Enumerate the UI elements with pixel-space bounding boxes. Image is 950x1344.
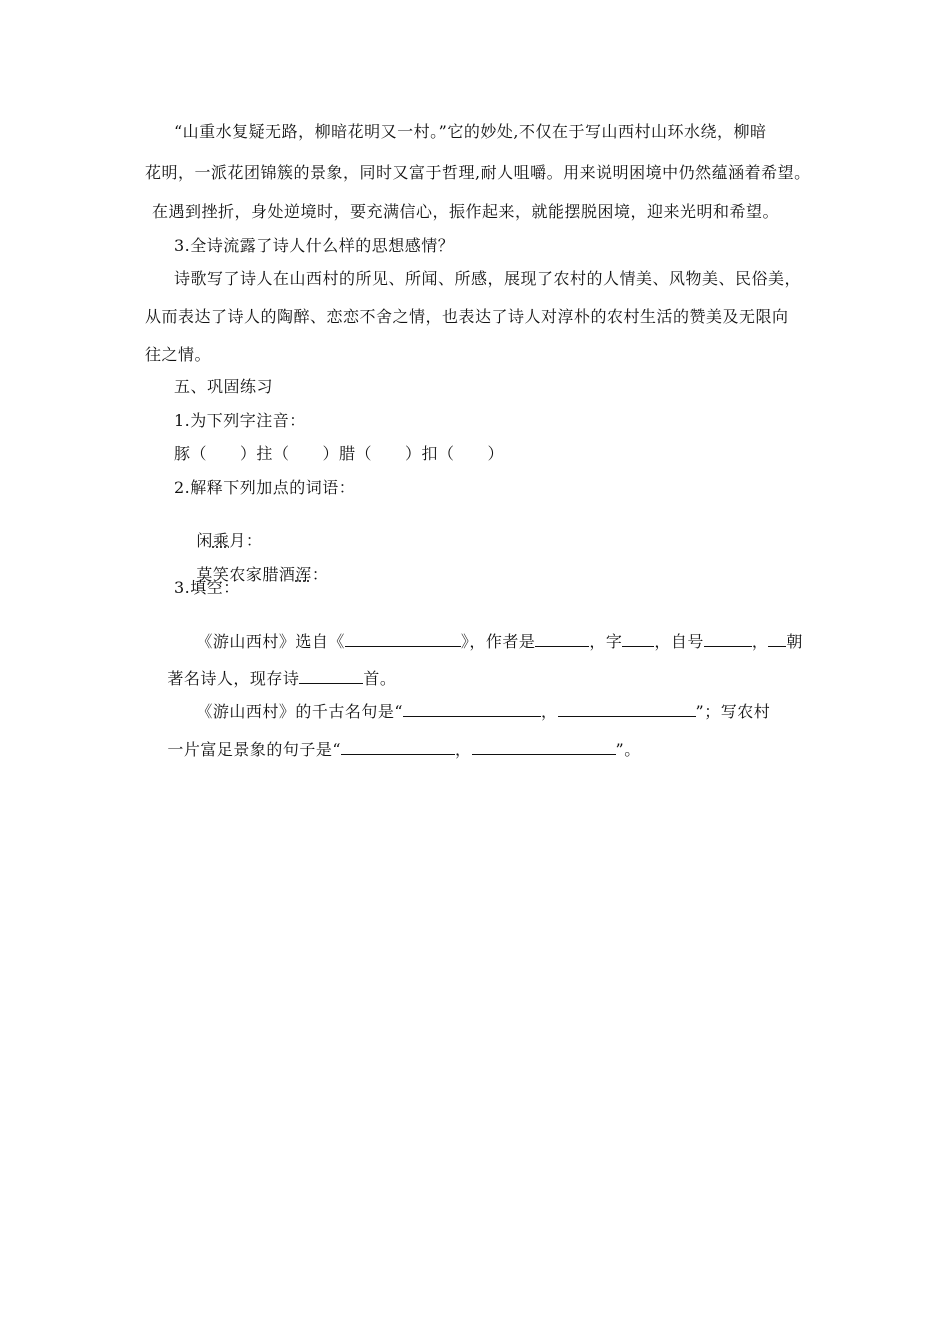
exercise-item: 3.填空： <box>174 578 240 597</box>
fill-text: ，自号 <box>654 632 704 651</box>
word-text: 莫笑农家腊酒 <box>196 565 296 584</box>
fill-blank[interactable] <box>768 632 786 647</box>
paragraph-line: 往之情。 <box>145 345 212 364</box>
fill-text: ， <box>751 632 769 651</box>
exercise-item: 2.解释下列加点的词语： <box>174 478 356 497</box>
paragraph-line: 从而表达了诗人的陶醉、恋恋不舍之情，也表达了诗人对淳朴的农村生活的赞美及无限向 <box>145 307 789 326</box>
dotted-word: 乘 <box>212 531 230 550</box>
word-text: 月： <box>229 531 263 550</box>
section-heading: 五、巩固练习 <box>174 377 274 396</box>
fill-text: 《游山西村》选自《 <box>196 632 345 651</box>
fill-text: 著名诗人，现存诗 <box>167 669 300 688</box>
fill-text: ， <box>541 702 558 721</box>
dotted-word: 浑 <box>295 565 312 584</box>
paragraph-line: 诗歌写了诗人在山西村的所见、所闻、所感，展现了农村的人情美、风物美、民俗美， <box>174 269 802 288</box>
word-text: ： <box>311 565 329 584</box>
fill-text: 首。 <box>363 669 397 688</box>
fill-text: 《游山西村》的千古名句是“ <box>196 702 404 721</box>
fill-text: ”。 <box>615 740 641 759</box>
fill-blank[interactable] <box>403 702 541 717</box>
word-text: 闲 <box>196 531 213 550</box>
fill-blank[interactable] <box>535 632 589 647</box>
fill-text: ， <box>455 740 472 759</box>
fill-text: ”；写农村 <box>695 702 771 721</box>
paragraph-line: “山重水复疑无路，柳暗花明又一村。”它的妙处,不仅在于写山西村山环水绕，柳暗 <box>174 122 767 141</box>
paragraph-line: 在遇到挫折，身处逆境时，要充满信心，振作起来，就能摆脱困境，迎来光明和希望。 <box>152 202 780 221</box>
exercise-item: 1.为下列字注音： <box>174 411 306 430</box>
fill-blank[interactable] <box>472 740 616 755</box>
fill-text: ，字 <box>589 632 623 651</box>
fill-blank[interactable] <box>704 632 752 647</box>
fill-text: 》，作者是 <box>460 632 536 651</box>
fill-text: 朝 <box>786 632 803 651</box>
fill-blank[interactable] <box>622 632 654 647</box>
fill-blank[interactable] <box>345 632 461 647</box>
paragraph-line: 花明，一派花团锦簇的景象，同时又富于哲理,耐人咀嚼。用来说明困境中仍然蕴涵着希望。 <box>145 163 811 182</box>
fill-blank[interactable] <box>341 740 455 755</box>
exercise-pinyin-row: 豚（ ）拄（ ）腊（ ）扣（ ） <box>174 444 505 463</box>
question-heading: 3.全诗流露了诗人什么样的思想感情？ <box>174 236 455 255</box>
fill-text: 一片富足景象的句子是“ <box>167 740 342 759</box>
fill-blank[interactable] <box>558 702 696 717</box>
fill-blank-line <box>145 720 641 780</box>
